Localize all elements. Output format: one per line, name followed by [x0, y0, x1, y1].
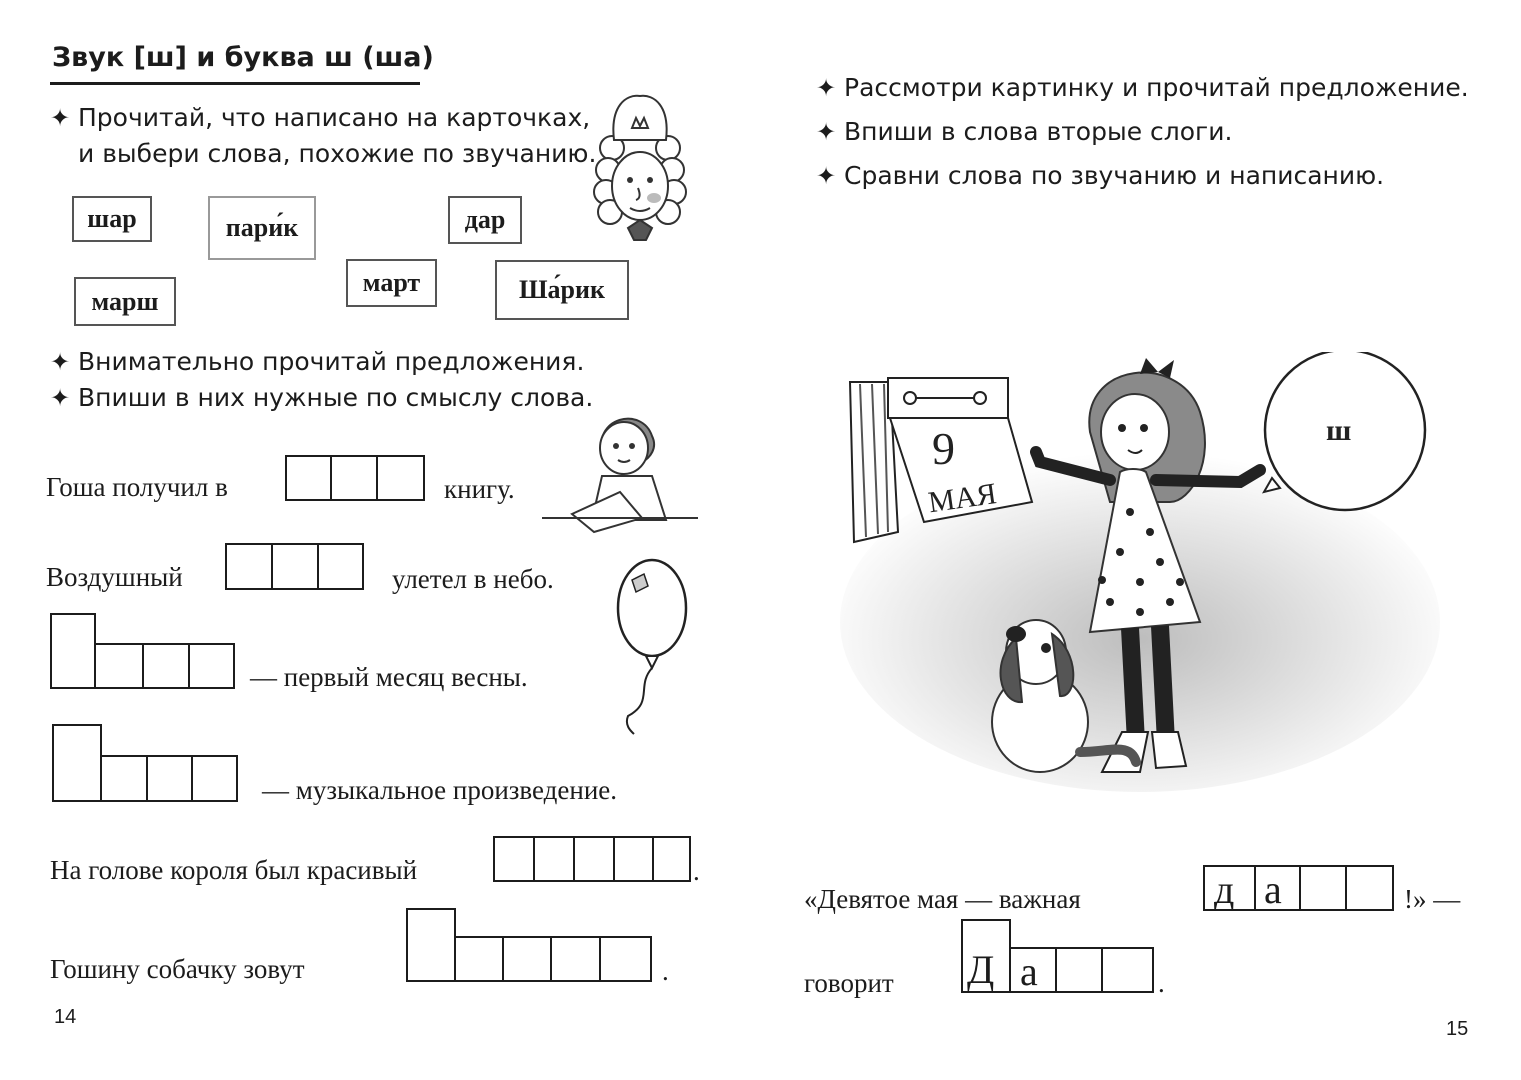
answer-box[interactable]: [191, 755, 238, 802]
answer-box[interactable]: [1299, 865, 1347, 911]
answer-box[interactable]: [225, 543, 273, 590]
answer-box[interactable]: [285, 455, 332, 501]
word-card-marsh[interactable]: марш: [74, 277, 176, 326]
sentence4-after: — музыкальное произведение.: [262, 775, 618, 805]
answer-box-capital[interactable]: [52, 724, 102, 802]
answer-box[interactable]: [454, 936, 504, 982]
sentence5-after: .: [693, 856, 700, 886]
sentence1-before: Гоша получил в: [46, 472, 228, 502]
filled-letter: а: [1264, 867, 1282, 912]
star-bullet-icon: ✦: [816, 74, 837, 102]
answer-box[interactable]: [1345, 865, 1394, 911]
right-sentence-part1: «Девятое мая — важная: [804, 884, 1081, 914]
star-bullet-icon: ✦: [50, 104, 71, 132]
sentence6-after: .: [662, 956, 669, 986]
star-bullet-icon: ✦: [50, 348, 71, 376]
answer-box[interactable]: [146, 755, 193, 802]
answer-box[interactable]: [188, 643, 235, 689]
word-card-parik[interactable]: пари́к: [208, 196, 316, 260]
word-card-mart[interactable]: март: [346, 259, 437, 307]
calendar-month: МАЯ: [926, 477, 999, 520]
answer-box[interactable]: [533, 836, 575, 882]
sentence5-before: На голове короля был красивый: [50, 855, 418, 885]
instruction-3: Сравни слова по звучанию и написанию.: [844, 161, 1385, 190]
balloon-letter: ш: [1326, 414, 1352, 447]
answer-box[interactable]: [573, 836, 615, 882]
sentence2-before: Воздушный: [46, 562, 183, 592]
right-sentence-part2: !» —: [1404, 884, 1461, 914]
girl-calendar-dog-illustration: [840, 352, 1440, 792]
sentence6-before: Гошину собачку зовут: [50, 954, 305, 984]
answer-box[interactable]: [1101, 947, 1154, 993]
answer-box[interactable]: [317, 543, 364, 590]
answer-box[interactable]: [652, 836, 691, 882]
balloon-illustration: [606, 556, 696, 736]
sentence2-after: улетел в небо.: [392, 564, 554, 594]
filled-letter: д: [1214, 867, 1235, 912]
task2-instruction: [50, 344, 593, 416]
star-bullet-icon: ✦: [816, 118, 837, 146]
answer-box[interactable]: [493, 836, 535, 882]
task1-line2: и выбери слова, похожие по звучанию.: [78, 139, 597, 168]
page-number-left: 14: [54, 1006, 77, 1028]
instruction-1: Рассмотри картинку и прочитай предложение.: [844, 73, 1469, 102]
answer-box-capital[interactable]: [50, 613, 96, 689]
filled-letter: Д: [967, 947, 995, 992]
calendar-day: 9: [932, 423, 955, 474]
answer-box[interactable]: [271, 543, 319, 590]
task1-line1: Прочитай, что написано на карточках,: [78, 103, 591, 132]
answer-box-capital[interactable]: [406, 908, 456, 982]
page-title: Звук [ш] и буква ш (ша): [52, 42, 434, 73]
answer-box[interactable]: [94, 643, 144, 689]
right-instructions: [816, 66, 1469, 198]
answer-box[interactable]: [550, 936, 601, 982]
king-wig-illustration: [580, 88, 700, 248]
answer-box[interactable]: [502, 936, 552, 982]
answer-box[interactable]: [1055, 947, 1103, 993]
answer-box[interactable]: [100, 755, 148, 802]
word-card-dar[interactable]: дар: [448, 196, 522, 244]
title-underline: [50, 82, 420, 85]
instruction-2: Впиши в слова вторые слоги.: [844, 117, 1233, 146]
right-sentence-part3: говорит: [804, 968, 894, 998]
task1-instruction: [50, 100, 596, 172]
task2-line2: Впиши в них нужные по смыслу слова.: [78, 383, 594, 412]
filled-letter: а: [1020, 949, 1038, 994]
right-sentence-part4: .: [1158, 968, 1165, 998]
word-card-shar[interactable]: шар: [72, 196, 152, 242]
answer-box[interactable]: [330, 455, 378, 501]
answer-box[interactable]: [142, 643, 190, 689]
answer-box[interactable]: [599, 936, 652, 982]
sentence1-after: книгу.: [444, 474, 515, 504]
sentence3-after: — первый месяц весны.: [250, 662, 528, 692]
boy-reading-illustration: [542, 396, 698, 542]
word-card-sharik[interactable]: Ша́рик: [495, 260, 629, 320]
page-number-right: 15: [1446, 1018, 1469, 1040]
answer-box[interactable]: [613, 836, 654, 882]
star-bullet-icon: ✦: [50, 384, 71, 412]
answer-box[interactable]: [376, 455, 425, 501]
task2-line1: Внимательно прочитай предложения.: [78, 347, 585, 376]
star-bullet-icon: ✦: [816, 162, 837, 190]
